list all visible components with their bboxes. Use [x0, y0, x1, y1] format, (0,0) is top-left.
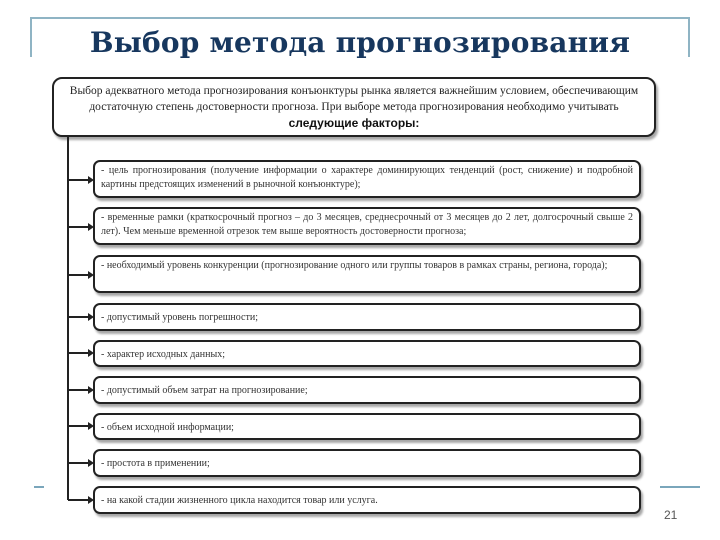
- factor-box: [93, 376, 641, 404]
- factor-text: - допустимый объем затрат на прогнозирование;: [101, 385, 308, 396]
- factor-text: - объем исходной информации;: [101, 422, 234, 433]
- factor-box: [93, 340, 641, 367]
- connector-arrow: [68, 274, 92, 276]
- factor-box: [93, 413, 641, 440]
- connector-arrow: [68, 462, 92, 464]
- frame-top-line: [30, 17, 690, 19]
- factor-text: - характер исходных данных;: [101, 349, 225, 360]
- intro-text: Выбор адекватного метода прогнозирования конъюнктуры рынка является важнейшим условием, обеспечивающим достаточную степень достоверности прогноза. При выборе метода прогнозирования необходимо учитывать: [69, 85, 639, 113]
- footer-dash-left: [34, 486, 44, 488]
- factor-text: - допустимый уровень погрешности;: [101, 312, 258, 323]
- connector-arrow: [68, 499, 92, 501]
- factor-text: - на какой стадии жизненного цикла находится товар или услуга.: [101, 495, 378, 506]
- connector-arrow: [68, 389, 92, 391]
- connector-arrow: [68, 179, 92, 181]
- factor-box: [93, 255, 641, 293]
- connector-arrow: [68, 226, 92, 228]
- factor-text: - необходимый уровень конкуренции (прогнозирование одного или группы товаров в рамках страны, региона, города);: [101, 260, 608, 271]
- factor-box: [93, 160, 641, 198]
- factor-box: [93, 207, 641, 245]
- factor-text: - временные рамки (краткосрочный прогноз – до 3 месяцев, среднесрочный от 3 месяцев до 2 лет, долгосрочный свыше 2 лет). Чем меньше временной отрезок тем выше вероятность достоверности прогноза;: [101, 212, 633, 237]
- factor-box: [93, 486, 641, 514]
- connector-arrow: [68, 352, 92, 354]
- factor-box: [93, 303, 641, 331]
- factor-text: - простота в применении;: [101, 458, 210, 469]
- slide-title: Выбор метода прогнозирования: [89, 26, 631, 59]
- factor-text: - цель прогнозирования (получение информации о характере доминирующих тенденций (рост, снижение) и подробной картины предстоящих изменений в рыночной конъюнктуре);: [101, 165, 633, 190]
- intro-emphasis: следующие факторы:: [288, 116, 420, 130]
- frame-right-line: [688, 17, 690, 57]
- frame-left-line: [30, 17, 32, 57]
- intro-box: [52, 77, 656, 137]
- diagram-trunk-line: [67, 137, 69, 500]
- factor-box: [93, 449, 641, 477]
- connector-arrow: [68, 425, 92, 427]
- footer-line-right: [660, 486, 700, 488]
- page-number: 21: [664, 508, 678, 522]
- connector-arrow: [68, 316, 92, 318]
